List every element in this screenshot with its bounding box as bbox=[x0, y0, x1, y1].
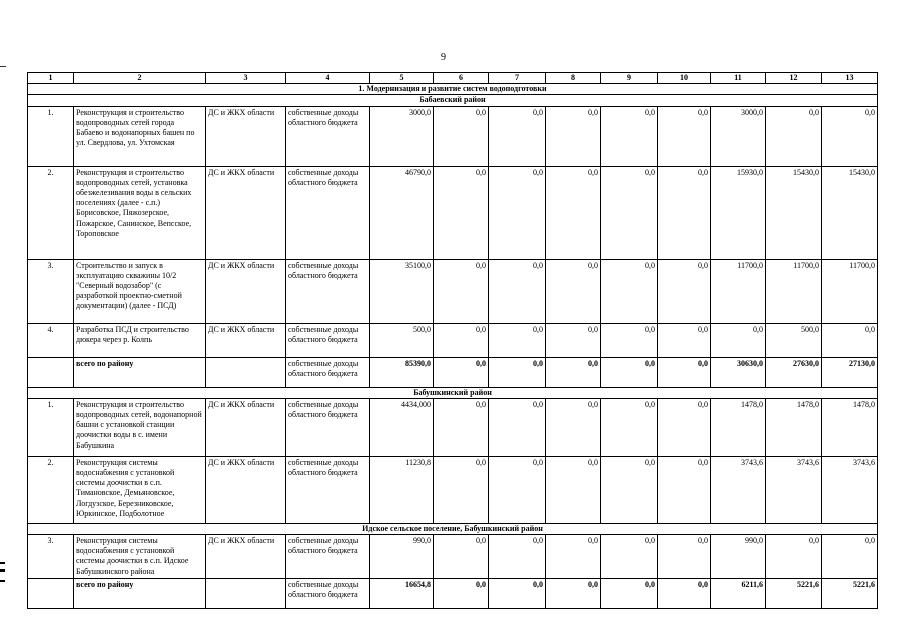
amount-cell: 990,0 bbox=[711, 535, 766, 579]
amount-cell: 1478,0 bbox=[822, 398, 878, 456]
header-cell: 9 bbox=[601, 73, 658, 84]
total-amount-cell: 0,0 bbox=[434, 357, 489, 387]
table-body bbox=[28, 73, 878, 609]
amount-cell: 500,0 bbox=[766, 323, 822, 357]
district-total-row bbox=[28, 578, 878, 608]
header-cell: 5 bbox=[370, 73, 434, 84]
funding-source: собственные доходы областного бюджета bbox=[286, 578, 370, 608]
district-name: Идское сельское поселение, Бабушкинский район bbox=[28, 523, 878, 534]
header-cell: 3 bbox=[206, 73, 286, 84]
amount-cell: 35100,0 bbox=[370, 259, 434, 323]
total-amount-cell: 0,0 bbox=[434, 578, 489, 608]
header-cell: 4 bbox=[286, 73, 370, 84]
amount-cell: 0,0 bbox=[434, 535, 489, 579]
section-title: 1. Модернизация и развитие систем водоподготовки bbox=[28, 84, 878, 95]
page-number: 9 bbox=[441, 52, 446, 63]
project-title: Реконструкция системы водоснабжения с установкой системы доочистки в с.п. Идское Бабушкинского района bbox=[74, 535, 206, 579]
row-number: 2. bbox=[28, 166, 74, 259]
amount-cell: 0,0 bbox=[822, 323, 878, 357]
total-amount-cell: 0,0 bbox=[601, 578, 658, 608]
total-amount-cell: 0,0 bbox=[489, 357, 546, 387]
amount-cell: 0,0 bbox=[601, 456, 658, 523]
amount-cell: 0,0 bbox=[546, 106, 601, 166]
executor: ДС и ЖКХ области bbox=[206, 535, 286, 579]
header-cell: 1 bbox=[28, 73, 74, 84]
total-amount-cell: 0,0 bbox=[489, 578, 546, 608]
header-cell: 8 bbox=[546, 73, 601, 84]
amount-cell: 0,0 bbox=[658, 456, 711, 523]
amount-cell: 0,0 bbox=[711, 323, 766, 357]
funding-source: собственные доходы областного бюджета bbox=[286, 357, 370, 387]
district-header-row bbox=[28, 95, 878, 106]
executor bbox=[206, 578, 286, 608]
project-row bbox=[28, 106, 878, 166]
project-row bbox=[28, 398, 878, 456]
amount-cell: 0,0 bbox=[434, 323, 489, 357]
row-number bbox=[28, 357, 74, 387]
district-total-row bbox=[28, 357, 878, 387]
amount-cell: 990,0 bbox=[370, 535, 434, 579]
district-name: Бабаевский район bbox=[28, 95, 878, 106]
executor: ДС и ЖКХ области bbox=[206, 106, 286, 166]
project-row bbox=[28, 259, 878, 323]
total-amount-cell: 0,0 bbox=[658, 578, 711, 608]
amount-cell: 15430,0 bbox=[822, 166, 878, 259]
amount-cell: 0,0 bbox=[546, 166, 601, 259]
amount-cell: 0,0 bbox=[546, 323, 601, 357]
funding-source: собственные доходы областного бюджета bbox=[286, 166, 370, 259]
amount-cell: 500,0 bbox=[370, 323, 434, 357]
total-amount-cell: 16654,8 bbox=[370, 578, 434, 608]
section-title-row bbox=[28, 84, 878, 95]
amount-cell: 3743,6 bbox=[822, 456, 878, 523]
row-number: 3. bbox=[28, 535, 74, 579]
amount-cell: 0,0 bbox=[546, 535, 601, 579]
total-amount-cell: 0,0 bbox=[658, 357, 711, 387]
project-title: Реконструкция и строительство водопроводных сетей, установка обезжелезивания воды в сельских поселениях (далее - с.п.) Борисовское, Пяжозерское, Пожарское, Санинское, Вепсское, Тороповское bbox=[74, 166, 206, 259]
executor: ДС и ЖКХ области bbox=[206, 456, 286, 523]
project-title: Строительство и запуск в эксплуатацию скважины 10/2 "Северный водозабор" (с разработкой проектно-сметной документации) (далее - ПСД) bbox=[74, 259, 206, 323]
header-cell: 2 bbox=[74, 73, 206, 84]
scan-margin-marks bbox=[0, 562, 5, 582]
row-number: 1. bbox=[28, 106, 74, 166]
amount-cell: 0,0 bbox=[434, 259, 489, 323]
project-title: Разработка ПСД и строительство дюкера через р. Колпь bbox=[74, 323, 206, 357]
project-title: Реконструкция и строительство водопроводных сетей, водонапорной башни с установкой станции доочистки воды в с. имени Бабушкина bbox=[74, 398, 206, 456]
amount-cell: 3743,6 bbox=[766, 456, 822, 523]
amount-cell: 11700,0 bbox=[822, 259, 878, 323]
project-title: Реконструкция системы водоснабжения с установкой системы доочистки в с.п. Тимановское, Демьяновское, Логдузское, Березниковское, Юркинское, Подболотное bbox=[74, 456, 206, 523]
funding-source: собственные доходы областного бюджета bbox=[286, 398, 370, 456]
amount-cell: 0,0 bbox=[766, 106, 822, 166]
amount-cell: 0,0 bbox=[601, 535, 658, 579]
amount-cell: 0,0 bbox=[546, 456, 601, 523]
amount-cell: 0,0 bbox=[489, 259, 546, 323]
project-title: Реконструкция и строительство водопроводных сетей города Бабаево и водонапорных башен по ул. Свердлова, ул. Ухтомская bbox=[74, 106, 206, 166]
project-row bbox=[28, 166, 878, 259]
amount-cell: 0,0 bbox=[658, 166, 711, 259]
header-cell: 12 bbox=[766, 73, 822, 84]
amount-cell: 11700,0 bbox=[766, 259, 822, 323]
amount-cell: 0,0 bbox=[601, 398, 658, 456]
total-amount-cell: 0,0 bbox=[601, 357, 658, 387]
amount-cell: 3000,0 bbox=[711, 106, 766, 166]
amount-cell: 15430,0 bbox=[766, 166, 822, 259]
amount-cell: 11230,8 bbox=[370, 456, 434, 523]
district-header-row bbox=[28, 387, 878, 398]
amount-cell: 0,0 bbox=[822, 535, 878, 579]
total-amount-cell: 0,0 bbox=[546, 357, 601, 387]
project-row bbox=[28, 323, 878, 357]
total-amount-cell: 27630,0 bbox=[766, 357, 822, 387]
amount-cell: 0,0 bbox=[658, 323, 711, 357]
program-table bbox=[27, 72, 878, 609]
amount-cell: 0,0 bbox=[434, 106, 489, 166]
project-row bbox=[28, 456, 878, 523]
executor: ДС и ЖКХ области bbox=[206, 323, 286, 357]
amount-cell: 46790,0 bbox=[370, 166, 434, 259]
amount-cell: 0,0 bbox=[658, 106, 711, 166]
amount-cell: 0,0 bbox=[601, 259, 658, 323]
amount-cell: 0,0 bbox=[489, 106, 546, 166]
total-amount-cell: 5221,6 bbox=[822, 578, 878, 608]
funding-source: собственные доходы областного бюджета bbox=[286, 456, 370, 523]
total-amount-cell: 27130,0 bbox=[822, 357, 878, 387]
executor: ДС и ЖКХ области bbox=[206, 259, 286, 323]
total-amount-cell: 6211,6 bbox=[711, 578, 766, 608]
project-row bbox=[28, 535, 878, 579]
amount-cell: 4434,000 bbox=[370, 398, 434, 456]
amount-cell: 0,0 bbox=[546, 398, 601, 456]
amount-cell: 15930,0 bbox=[711, 166, 766, 259]
funding-source: собственные доходы областного бюджета bbox=[286, 259, 370, 323]
executor: ДС и ЖКХ области bbox=[206, 398, 286, 456]
amount-cell: 0,0 bbox=[489, 535, 546, 579]
total-amount-cell: 0,0 bbox=[546, 578, 601, 608]
total-amount-cell: 5221,6 bbox=[766, 578, 822, 608]
row-number bbox=[28, 578, 74, 608]
header-cell: 11 bbox=[711, 73, 766, 84]
funding-source: собственные доходы областного бюджета bbox=[286, 535, 370, 579]
row-number: 4. bbox=[28, 323, 74, 357]
district-name: Бабушкинский район bbox=[28, 387, 878, 398]
amount-cell: 0,0 bbox=[489, 456, 546, 523]
amount-cell: 11700,0 bbox=[711, 259, 766, 323]
header-cell: 13 bbox=[822, 73, 878, 84]
total-label: всего по району bbox=[74, 578, 206, 608]
amount-cell: 0,0 bbox=[546, 259, 601, 323]
amount-cell: 0,0 bbox=[601, 166, 658, 259]
amount-cell: 0,0 bbox=[822, 106, 878, 166]
amount-cell: 0,0 bbox=[601, 323, 658, 357]
amount-cell: 0,0 bbox=[658, 398, 711, 456]
executor bbox=[206, 357, 286, 387]
scan-edge-mark bbox=[0, 66, 6, 67]
amount-cell: 0,0 bbox=[489, 166, 546, 259]
funding-source: собственные доходы областного бюджета bbox=[286, 106, 370, 166]
row-number: 3. bbox=[28, 259, 74, 323]
amount-cell: 0,0 bbox=[601, 106, 658, 166]
district-header-row bbox=[28, 523, 878, 534]
row-number: 2. bbox=[28, 456, 74, 523]
amount-cell: 0,0 bbox=[434, 398, 489, 456]
header-row bbox=[28, 73, 878, 84]
amount-cell: 1478,0 bbox=[711, 398, 766, 456]
amount-cell: 0,0 bbox=[434, 166, 489, 259]
amount-cell: 0,0 bbox=[766, 535, 822, 579]
amount-cell: 3000,0 bbox=[370, 106, 434, 166]
total-label: всего по району bbox=[74, 357, 206, 387]
amount-cell: 0,0 bbox=[489, 398, 546, 456]
amount-cell: 0,0 bbox=[658, 259, 711, 323]
amount-cell: 3743,6 bbox=[711, 456, 766, 523]
amount-cell: 0,0 bbox=[658, 535, 711, 579]
header-cell: 6 bbox=[434, 73, 489, 84]
row-number: 1. bbox=[28, 398, 74, 456]
amount-cell: 0,0 bbox=[489, 323, 546, 357]
executor: ДС и ЖКХ области bbox=[206, 166, 286, 259]
amount-cell: 0,0 bbox=[434, 456, 489, 523]
header-cell: 10 bbox=[658, 73, 711, 84]
total-amount-cell: 30630,0 bbox=[711, 357, 766, 387]
amount-cell: 1478,0 bbox=[766, 398, 822, 456]
funding-source: собственные доходы областного бюджета bbox=[286, 323, 370, 357]
total-amount-cell: 85390,0 bbox=[370, 357, 434, 387]
header-cell: 7 bbox=[489, 73, 546, 84]
